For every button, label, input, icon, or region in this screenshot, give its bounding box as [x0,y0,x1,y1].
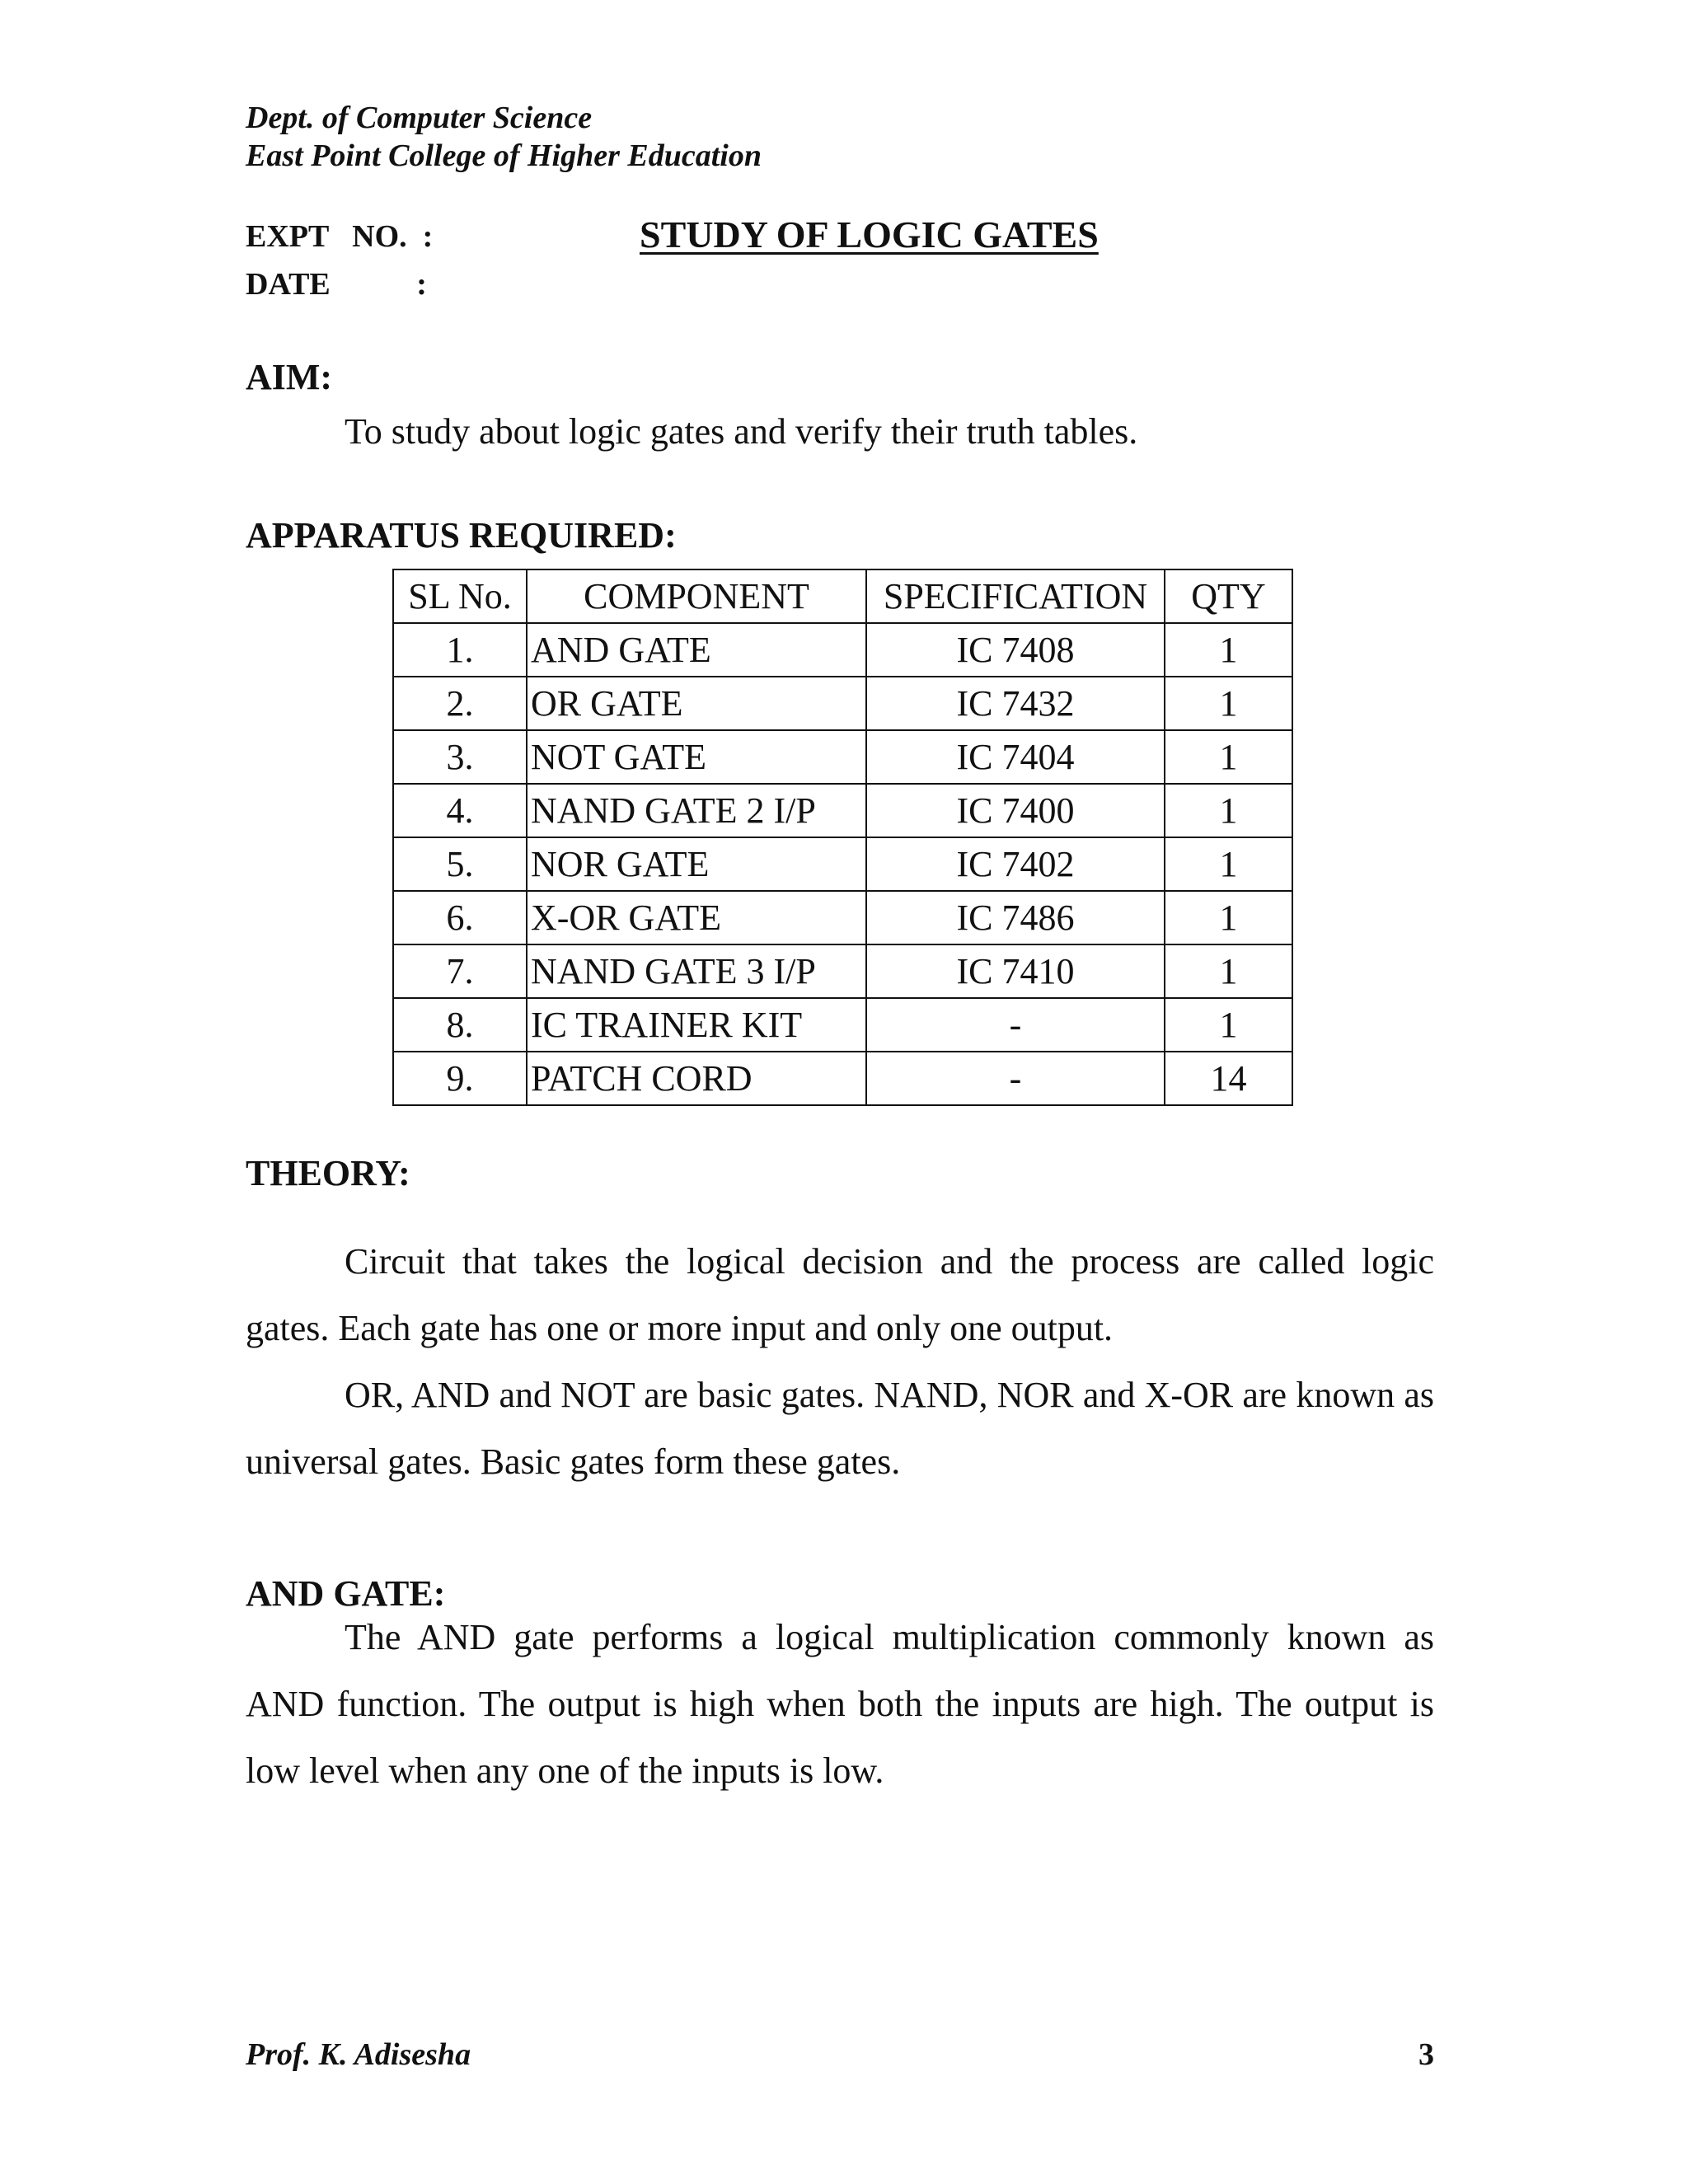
table-row [393,837,1292,891]
sl-no-cell: 8. [393,998,527,1052]
expt-no-label: EXPT NO. : [246,219,434,254]
and-gate-heading: AND GATE: [246,1573,446,1614]
table-row [393,677,1292,730]
specification-cell: IC 7408 [866,623,1165,677]
column-header-component: COMPONENT [527,569,866,623]
qty-cell: 1 [1165,784,1292,837]
apparatus-heading: APPARATUS REQUIRED: [246,515,677,555]
department-name: Dept. of Computer Science [246,101,593,135]
aim-text: To study about logic gates and verify their truth tables. [345,411,1138,452]
component-cell: OR GATE [527,677,866,730]
theory-paragraph-2: OR, AND and NOT are basic gates. NAND, NOR and X-OR are known as universal gates. Basic gates form these gates. [246,1375,1434,1482]
sl-no-cell: 5. [393,837,527,891]
theory-paragraph-1: Circuit that takes the logical decision and the process are called logic gates. Each gate has one or more input and only one output. [246,1241,1434,1348]
column-header-sl-no: SL No. [393,569,527,623]
qty-cell: 1 [1165,944,1292,998]
table-row [393,1052,1292,1105]
theory-heading: THEORY: [246,1153,410,1193]
qty-cell: 1 [1165,730,1292,784]
apparatus-table [392,569,1293,1106]
date-label: DATE : [246,267,427,302]
component-cell: PATCH CORD [527,1052,866,1105]
column-header-qty: QTY [1165,569,1292,623]
component-cell: X-OR GATE [527,891,866,944]
table-row [393,998,1292,1052]
component-cell: IC TRAINER KIT [527,998,866,1052]
table-row [393,623,1292,677]
page-title: STUDY OF LOGIC GATES [640,213,1099,255]
specification-cell: IC 7404 [866,730,1165,784]
sl-no-cell: 9. [393,1052,527,1105]
page-number: 3 [1418,2037,1434,2072]
table-row [393,730,1292,784]
sl-no-cell: 2. [393,677,527,730]
qty-cell: 1 [1165,677,1292,730]
sl-no-cell: 3. [393,730,527,784]
table-row [393,944,1292,998]
specification-cell: - [866,1052,1165,1105]
component-cell: NAND GATE 3 I/P [527,944,866,998]
table-header-row [393,569,1292,623]
and-gate-paragraph: The AND gate performs a logical multiplication commonly known as AND function. The output is high when both the inputs are high. The output is low level when any one of the inputs is low. [246,1617,1434,1791]
specification-cell: IC 7402 [866,837,1165,891]
aim-heading: AIM: [246,357,333,397]
column-header-specification: SPECIFICATION [866,569,1165,623]
sl-no-cell: 6. [393,891,527,944]
specification-cell: IC 7400 [866,784,1165,837]
footer-author: Prof. K. Adisesha [246,2037,471,2072]
college-name: East Point College of Higher Education [246,138,762,173]
specification-cell: IC 7486 [866,891,1165,944]
component-cell: NOT GATE [527,730,866,784]
qty-cell: 1 [1165,891,1292,944]
component-cell: NOR GATE [527,837,866,891]
specification-cell: IC 7432 [866,677,1165,730]
qty-cell: 1 [1165,998,1292,1052]
component-cell: AND GATE [527,623,866,677]
table-row [393,784,1292,837]
sl-no-cell: 4. [393,784,527,837]
specification-cell: IC 7410 [866,944,1165,998]
sl-no-cell: 1. [393,623,527,677]
table-row [393,891,1292,944]
qty-cell: 1 [1165,837,1292,891]
component-cell: NAND GATE 2 I/P [527,784,866,837]
sl-no-cell: 7. [393,944,527,998]
qty-cell: 14 [1165,1052,1292,1105]
specification-cell: - [866,998,1165,1052]
qty-cell: 1 [1165,623,1292,677]
